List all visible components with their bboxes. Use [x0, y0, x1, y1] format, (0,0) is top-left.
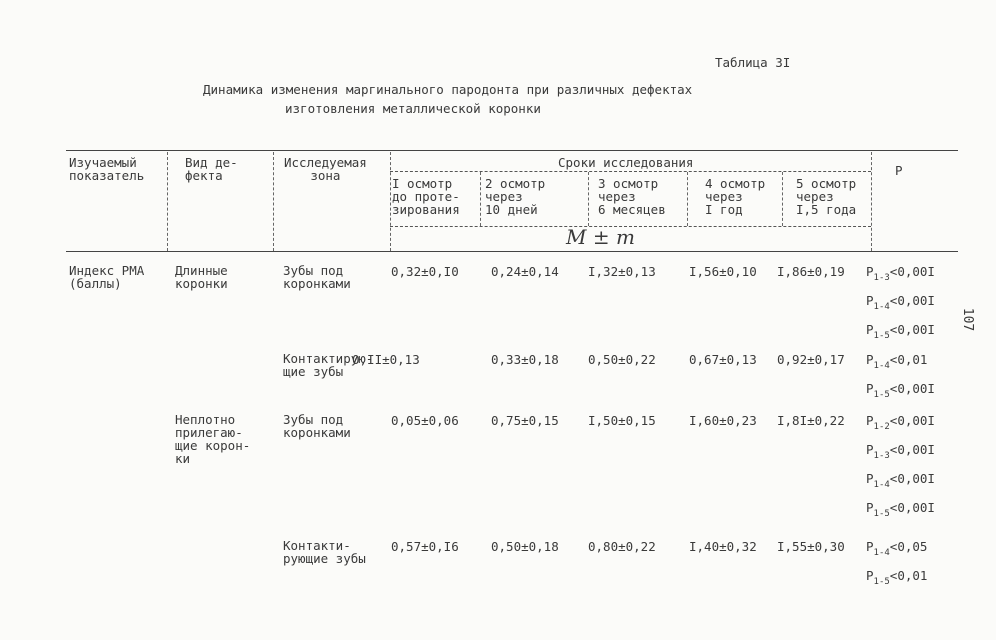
row-4-value-3: 0,80±0,22: [588, 539, 656, 554]
row-3-p-3: $P_{1-4}<0,00I$: [866, 471, 935, 490]
table-title-line-1: Динамика изменения маргинального пародонта при различных дефектах: [203, 82, 693, 97]
defect-long-crowns: Длинные коронки: [175, 263, 228, 291]
row-2-p-1: $P_{1-4}<0,01$: [866, 352, 928, 371]
row-3-value-1: 0,05±0,06: [391, 413, 459, 428]
row-4-p-2: $P_{1-5}<0,01$: [866, 568, 928, 587]
row-3-value-2: 0,75±0,15: [491, 413, 559, 428]
row-2-p-2: $P_{1-5}<0,00I$: [866, 381, 935, 400]
header-zone: Исследуемая зона: [284, 155, 367, 183]
row-4-p-1: $P_{1-4}<0,05$: [866, 539, 928, 558]
row-3-value-3: I,50±0,15: [588, 413, 656, 428]
row-1-p-3: $P_{1-5}<0,00I$: [866, 322, 935, 341]
row-3-value-4: I,60±0,23: [689, 413, 757, 428]
header-term-3: 3 осмотр через 6 месяцев: [598, 176, 666, 217]
row-3-zone: Зубы под коронками: [283, 412, 351, 440]
row-2-value-1: 0,II±0,13: [352, 352, 420, 367]
header-term-5: 5 осмотр через I,5 года: [796, 176, 857, 217]
row-4-value-5: I,55±0,30: [777, 539, 845, 554]
row-1-value-2: 0,24±0,14: [491, 264, 559, 279]
col-divider-2: [273, 152, 274, 251]
row-2-value-4: 0,67±0,13: [689, 352, 757, 367]
header-bottom-rule: [66, 251, 958, 252]
row-4-value-4: I,40±0,32: [689, 539, 757, 554]
row-1-value-3: I,32±0,13: [588, 264, 656, 279]
row-1-p-1: $P_{1-3}<0,00I$: [866, 264, 935, 283]
col-divider-4: [480, 172, 481, 226]
defect-loose-crowns: Неплотно прилегаю- щие корон- ки: [175, 412, 251, 466]
terms-rule: [390, 171, 871, 172]
row-1-zone: Зубы под коронками: [283, 263, 351, 291]
row-2-value-5: 0,92±0,17: [777, 352, 845, 367]
table-label: Таблица 3I: [715, 55, 791, 70]
row-3-p-2: $P_{1-3}<0,00I$: [866, 442, 935, 461]
row-1-p-2: $P_{1-4}<0,00I$: [866, 293, 935, 312]
col-divider-8: [871, 152, 872, 251]
table-title-line-2: изготовления металлической коронки: [285, 101, 541, 116]
row-4-zone: Контакти- рующие зубы: [283, 538, 366, 566]
header-terms: Сроки исследования: [558, 155, 694, 170]
col-divider-1: [167, 152, 168, 251]
row-1-value-1: 0,32±0,I0: [391, 264, 459, 279]
header-term-4: 4 осмотр через I год: [705, 176, 766, 217]
col-divider-3: [390, 152, 391, 251]
header-p: P: [895, 163, 903, 178]
header-term-2: 2 осмотр через 10 дней: [485, 176, 546, 217]
row-3-p-4: $P_{1-5}<0,00I$: [866, 500, 935, 519]
row-4-value-1: 0,57±0,I6: [391, 539, 459, 554]
header-mean-sd: M ± m: [566, 225, 635, 249]
col-divider-5: [588, 172, 589, 226]
row-3-p-1: $P_{1-2}<0,00I$: [866, 413, 935, 432]
row-4-value-2: 0,50±0,18: [491, 539, 559, 554]
row-2-zone: Контактирую- щие зубы: [283, 351, 374, 379]
row-1-value-4: I,56±0,10: [689, 264, 757, 279]
col-divider-6: [687, 172, 688, 226]
header-indicator: Изучаемый показатель: [69, 155, 145, 183]
row-1-value-5: I,86±0,19: [777, 264, 845, 279]
table-top-rule: [66, 150, 958, 151]
header-defect: Вид де- фекта: [185, 155, 238, 183]
row-2-value-2: 0,33±0,18: [491, 352, 559, 367]
header-term-1: I осмотр до проте- зирования: [392, 176, 460, 217]
page-number: 107: [960, 307, 976, 332]
indicator-label: Индекс PMA (баллы): [69, 263, 145, 291]
col-divider-7: [782, 172, 783, 226]
row-2-value-3: 0,50±0,22: [588, 352, 656, 367]
row-3-value-5: I,8I±0,22: [777, 413, 845, 428]
